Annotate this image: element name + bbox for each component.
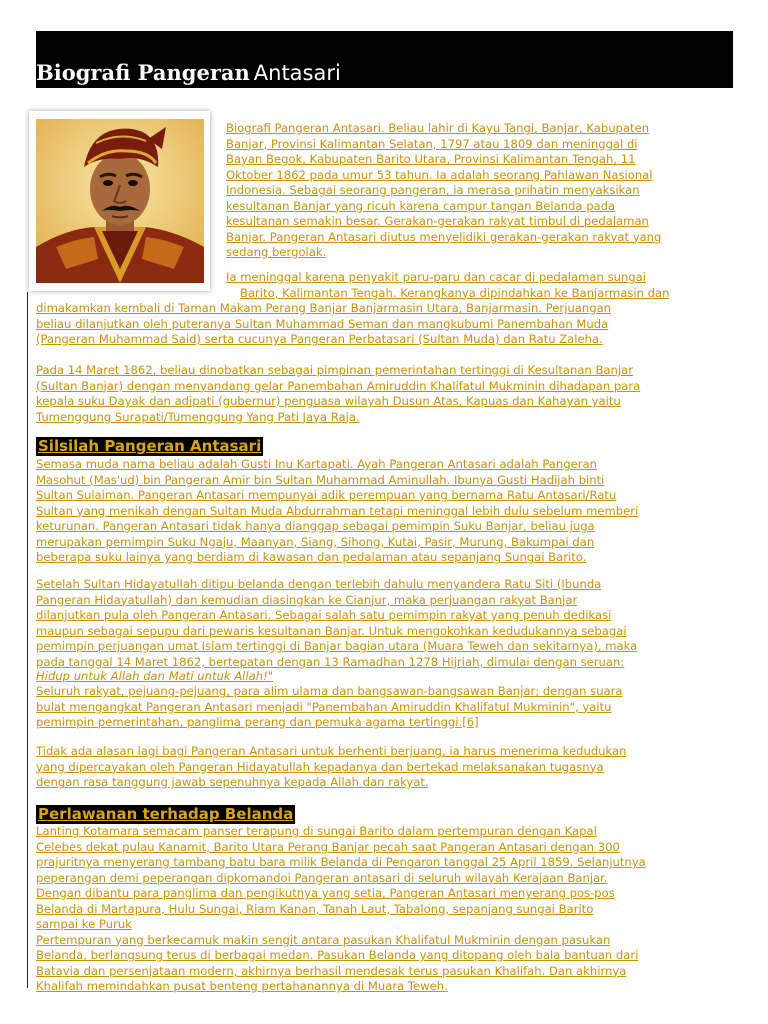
text-line[interactable]: Tumenggung Surapati/Tumenggung Yang Pati Jaya Raja. bbox=[36, 409, 360, 424]
text-line[interactable]: Belanda di Martapura, Hulu Sungai, Riam Kanan, Tanah Laut, Tabalong, sepanjang sungai Barito bbox=[36, 901, 594, 916]
paragraph-tidak[interactable] bbox=[36, 744, 627, 791]
text-line[interactable]: kesultanan semakin besar. Gerakan-gerakan rakyat timbul di pedalaman bbox=[226, 214, 649, 228]
margin-line bbox=[27, 292, 28, 988]
text-line[interactable]: Bayan Begok, Kabupaten Barito Utara, Provinsi Kalimantan Tengah, 11 bbox=[226, 152, 636, 166]
text-line[interactable]: sampai ke Puruk bbox=[36, 917, 132, 931]
title-sans-part: Antasari bbox=[253, 61, 341, 85]
text-line[interactable]: keturunan. Pangeran Antasari tidak hanya dianggap sebagai pemimpin Suku Banjar, beliau juga bbox=[36, 519, 595, 533]
text-line[interactable]: Sultan Sulaiman. Pangeran Antasari mempunyai adik perempuan yang bernama Ratu Antasari/Ratu bbox=[36, 488, 617, 502]
text-line[interactable]: Khalifah memindahkan pusat benteng pertahanannya di Muara Teweh. bbox=[36, 979, 448, 993]
text-line[interactable]: pada tanggal 14 Maret 1862, bertepatan dengan 13 Ramadhan 1278 Hijriah, dimulai dengan seruan: bbox=[36, 654, 625, 669]
text-line[interactable]: Belanda, berlangsung terus di berbagai medan. Pasukan Belanda yang ditopang oleh bala bantuan dari bbox=[36, 948, 639, 962]
text-line[interactable]: (Pangeran Muhammad Said) serta cucunya Pangeran Perbatasari (Sultan Muda) dan Ratu Zaleha. bbox=[36, 332, 603, 346]
text-line[interactable]: kepala suku Dayak dan adipati (gubernur) penguasa wilayah Dusun Atas, Kapuas dan Kahayan yaitu bbox=[36, 394, 621, 408]
text-line[interactable]: Seluruh rakyat, pejuang-pejuang, para alim ulama dan bangsawan-bangsawan Banjar; dengan suara bbox=[36, 684, 623, 698]
text-line[interactable]: pemimpin perjuangan umat Islam tertinggi di Banjar bagian utara (Muara Teweh dan sekitarnya), maka bbox=[36, 639, 638, 653]
text-line[interactable]: Banjar, Provinsi Kalimantan Selatan, 1797 atau 1809 dan meninggal di bbox=[226, 136, 638, 151]
text-line[interactable]: bulat mengangkat Pangeran Antasari menjadi "Panembahan Amiruddin Khalifatul Mukminin", yaitu bbox=[36, 699, 612, 714]
quote-seruan[interactable]: Hidup untuk Allah dan Mati untuk Allah!" bbox=[36, 669, 274, 683]
text-line[interactable]: pemimpin pemerintahan, panglima perang dan pemuka agama tertinggi.[6] bbox=[36, 715, 479, 729]
text-line[interactable]: sedang bergolak. bbox=[226, 245, 327, 259]
text-line[interactable]: Ia meninggal karena penyakit paru-paru dan cacar di pedalaman sungai bbox=[226, 270, 646, 284]
heading-perlawanan[interactable]: Perlawanan terhadap Belanda bbox=[38, 805, 294, 823]
text-line[interactable]: Oktober 1862 pada umur 53 tahun. Ia adalah seorang Pahlawan Nasional bbox=[226, 167, 653, 182]
text-line[interactable]: Pada 14 Maret 1862, beliau dinobatkan sebagai pimpinan pemerintahan tertinggi di Kesultanan Banjar bbox=[36, 363, 633, 377]
text-line[interactable]: Pangeran Hidayatullah) dan kemudian diasingkan ke Cianjur, maka perjuangan rakyat Banjar bbox=[36, 592, 578, 607]
text-line[interactable]: dengan rasa tanggung jawab sepenuhnya kepada Allah dan rakyat. bbox=[36, 775, 429, 789]
text-line[interactable]: merupakan pemimpin Suku Ngaju, Maanyan, Siang, Sihong, Kutai, Pasir, Murung, Bakumpai dan bbox=[36, 534, 595, 549]
text-line[interactable]: Barito, Kalimantan Tengah. Kerangkanya dipindahkan ke Banjarmasin dan bbox=[240, 285, 670, 300]
portrait-illustration bbox=[36, 119, 204, 283]
text-line[interactable]: dimakamkan kembali di Taman Makam Perang Banjar Banjarmasin Utara, Banjarmasin. Perjuangan bbox=[36, 301, 612, 315]
paragraph-death-line1[interactable] bbox=[226, 270, 669, 301]
text-line[interactable]: Setelah Sultan Hidayatullah ditipu belanda dengan terlebih dahulu menyandera Ratu Siti (Ibunda bbox=[36, 577, 602, 591]
text-line[interactable]: yang dipercayakan oleh Pangeran Hidayatullah kepadanya dan bertekad melaksanakan tugasnya bbox=[36, 759, 604, 774]
text-line[interactable]: Pertempuran yang berkecamuk makin sengit antara pasukan Khalifatul Mukminin dengan pasukan bbox=[36, 932, 611, 947]
paragraph-perlawanan[interactable] bbox=[36, 824, 646, 995]
text-line[interactable]: Biografi Pangeran Antasari. Beliau lahir di Kayu Tangi, Banjar, Kabupaten bbox=[226, 121, 650, 135]
text-line[interactable]: dilanjutkan pula oleh Pangeran Antasari. Sebagai salah satu pemimpin rakyat yang penuh dedikasi bbox=[36, 608, 612, 622]
text-line[interactable]: Celebes dekat pulau Kanamit, Barito Utara Perang Banjar pecah saat Pangeran Antasari dengan 300 bbox=[36, 839, 620, 854]
portrait-image bbox=[36, 119, 204, 283]
paragraph-seluruh[interactable] bbox=[36, 684, 623, 731]
text-line[interactable]: Sultan yang menikah dengan Sultan Muda Abdurrahman tetapi meninggal lebih dulu sebelum memberi bbox=[36, 503, 639, 518]
text-line[interactable]: kesultanan Banjar yang ricuh karena campur tangan Belanda pada bbox=[226, 198, 616, 213]
intro-paragraph[interactable] bbox=[226, 121, 661, 261]
text-line[interactable]: Banjar. Pangeran Antasari diutus menyelidiki gerakan-gerakan rakyat yang bbox=[226, 229, 662, 244]
paragraph-coronation[interactable] bbox=[36, 363, 640, 425]
page-title bbox=[36, 60, 341, 85]
text-line[interactable]: prajuritnya menyerang tambang batu bara milik Belanda di Pengaron tanggal 25 April 1859. Selanjutnya bbox=[36, 855, 646, 869]
text-line[interactable]: Indonesia. Sebagai seorang pangeran, ia merasa prihatin menyaksikan bbox=[226, 183, 640, 197]
text-line[interactable]: (Sultan Banjar) dengan menyandang gelar Panembahan Amiruddin Khalifatul Mukminin dihadapan para bbox=[36, 378, 641, 393]
text-line[interactable]: peperangan demi peperangan dipkomandoi Pangeran antasari di seluruh wilayah Kerajaan Banjar. bbox=[36, 870, 608, 885]
text-line[interactable]: Masohut (Mas'ud) bin Pangeran Amir bin Sultan Muhammad Aminullah. Ibunya Gusti Hadijah binti bbox=[36, 472, 605, 487]
text-line[interactable]: beliau dilanjutkan oleh puteranya Sultan Muhammad Seman dan mangkubumi Panembahan Muda bbox=[36, 316, 609, 331]
paragraph-death[interactable] bbox=[36, 301, 611, 348]
text-line[interactable]: Semasa muda nama beliau adalah Gusti Inu Kartapati. Ayah Pangeran Antasari adalah Pangeran bbox=[36, 457, 597, 471]
text-line[interactable]: beberapa suku lainya yang berdiam di kawasan dan pedalaman atau sepanjang Sungai Barito. bbox=[36, 550, 587, 564]
text-line[interactable]: maupun sebagai sepupu dari pewaris kesultanan Banjar. Untuk mengokohkan kedudukannya sebagai bbox=[36, 623, 627, 638]
text-line[interactable]: Tidak ada alasan lagi bagi Pangeran Antasari untuk berhenti berjuang, ia harus menerima kedudukan bbox=[36, 744, 627, 758]
text-line[interactable]: Batavia dan persenjataan modern, akhirnya berhasil mendesak terus pasukan Khalifah. Dan akhirnya bbox=[36, 963, 627, 978]
paragraph-setelah[interactable] bbox=[36, 577, 637, 670]
text-line[interactable]: Dengan dibantu para panglima dan pengikutnya yang setia, Pangeran Antasari menyerang pos-pos bbox=[36, 886, 615, 900]
title-serif-part: Biografi Pangeran bbox=[36, 60, 250, 85]
heading-silsilah[interactable]: Silsilah Pangeran Antasari bbox=[38, 437, 262, 455]
text-line[interactable]: Lanting Kotamara semacam panser terapung di sungai Barito dalam pertempuran dengan Kapal bbox=[36, 824, 597, 838]
paragraph-silsilah[interactable] bbox=[36, 457, 638, 566]
